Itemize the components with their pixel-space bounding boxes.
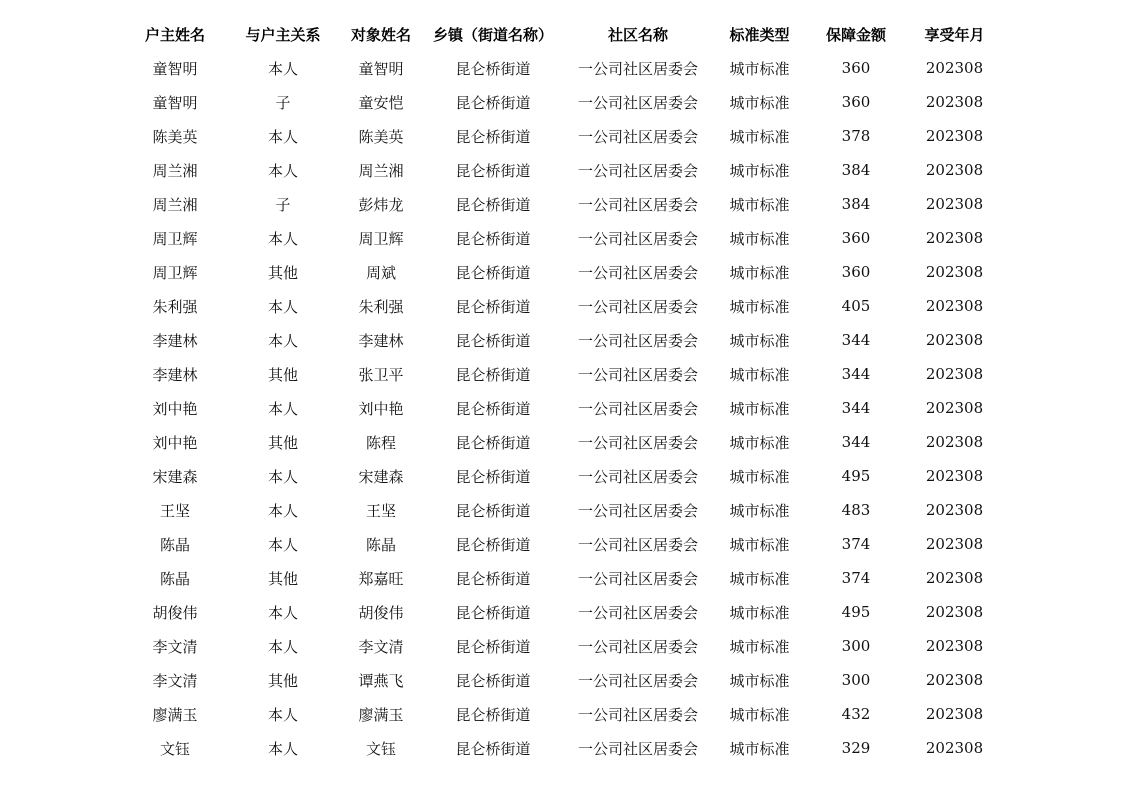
cell-community: 一公司社区居委会: [577, 603, 698, 622]
cell-relationship: 本人: [267, 705, 298, 724]
cell-recipient-name: 童智明: [358, 59, 404, 78]
table-row: [124, 255, 1004, 289]
cell-householder-name: 童智明: [152, 93, 198, 112]
cell-householder-name: 李建林: [152, 331, 198, 350]
cell-community: 一公司社区居委会: [577, 229, 698, 248]
header-row: [124, 17, 1004, 51]
cell-householder-name: 陈晶: [159, 535, 190, 554]
cell-amount: 378: [841, 127, 871, 145]
cell-recipient-name: 陈晶: [365, 535, 396, 554]
cell-recipient-name: 王坚: [365, 501, 396, 520]
cell-householder-name: 李建林: [152, 365, 198, 384]
cell-relationship: 本人: [267, 535, 298, 554]
table-row: [124, 391, 1004, 425]
cell-relationship: 本人: [267, 603, 298, 622]
cell-householder-name: 李文清: [152, 637, 198, 656]
cell-community: 一公司社区居委会: [577, 467, 698, 486]
cell-period: 202308: [925, 637, 984, 655]
header-amount: 保障金额: [825, 25, 886, 44]
cell-relationship: 本人: [267, 127, 298, 146]
cell-householder-name: 胡俊伟: [152, 603, 198, 622]
cell-standard-type: 城市标准: [729, 501, 790, 520]
cell-standard-type: 城市标准: [729, 569, 790, 588]
header-standard-type: 标准类型: [729, 25, 790, 44]
benefit-roster-table: [124, 17, 1004, 765]
cell-standard-type: 城市标准: [729, 433, 790, 452]
cell-standard-type: 城市标准: [729, 195, 790, 214]
cell-relationship: 其他: [267, 569, 298, 588]
cell-householder-name: 王坚: [159, 501, 190, 520]
cell-householder-name: 陈美英: [152, 127, 198, 146]
cell-relationship: 本人: [267, 297, 298, 316]
cell-period: 202308: [925, 365, 984, 383]
cell-relationship: 本人: [267, 229, 298, 248]
table-row: [124, 51, 1004, 85]
cell-community: 一公司社区居委会: [577, 671, 698, 690]
table-row: [124, 221, 1004, 255]
cell-community: 一公司社区居委会: [577, 93, 698, 112]
cell-standard-type: 城市标准: [729, 331, 790, 350]
cell-standard-type: 城市标准: [729, 161, 790, 180]
cell-township: 昆仑桥街道: [455, 365, 531, 384]
cell-community: 一公司社区居委会: [577, 161, 698, 180]
cell-householder-name: 朱利强: [152, 297, 198, 316]
cell-amount: 360: [841, 263, 871, 281]
cell-recipient-name: 廖满玉: [358, 705, 404, 724]
cell-community: 一公司社区居委会: [577, 569, 698, 588]
cell-recipient-name: 周兰湘: [358, 161, 404, 180]
cell-period: 202308: [925, 535, 984, 553]
cell-householder-name: 周卫辉: [152, 263, 198, 282]
cell-amount: 344: [841, 399, 871, 417]
cell-householder-name: 宋建森: [152, 467, 198, 486]
cell-recipient-name: 宋建森: [358, 467, 404, 486]
cell-standard-type: 城市标准: [729, 467, 790, 486]
cell-period: 202308: [925, 297, 984, 315]
cell-amount: 405: [841, 297, 871, 315]
cell-standard-type: 城市标准: [729, 671, 790, 690]
cell-relationship: 子: [275, 195, 291, 214]
cell-township: 昆仑桥街道: [455, 127, 531, 146]
cell-period: 202308: [925, 501, 984, 519]
cell-standard-type: 城市标准: [729, 365, 790, 384]
cell-recipient-name: 文钰: [365, 739, 396, 758]
cell-householder-name: 周兰湘: [152, 195, 198, 214]
table-row: [124, 663, 1004, 697]
cell-period: 202308: [925, 467, 984, 485]
cell-township: 昆仑桥街道: [455, 297, 531, 316]
cell-standard-type: 城市标准: [729, 263, 790, 282]
cell-amount: 360: [841, 229, 871, 247]
cell-township: 昆仑桥街道: [455, 535, 531, 554]
cell-relationship: 其他: [267, 671, 298, 690]
cell-amount: 432: [841, 705, 871, 723]
cell-township: 昆仑桥街道: [455, 467, 531, 486]
cell-standard-type: 城市标准: [729, 229, 790, 248]
cell-community: 一公司社区居委会: [577, 331, 698, 350]
table-row: [124, 629, 1004, 663]
cell-community: 一公司社区居委会: [577, 501, 698, 520]
cell-amount: 300: [841, 637, 871, 655]
cell-recipient-name: 李文清: [358, 637, 404, 656]
cell-householder-name: 童智明: [152, 59, 198, 78]
cell-amount: 495: [841, 467, 871, 485]
cell-township: 昆仑桥街道: [455, 93, 531, 112]
cell-community: 一公司社区居委会: [577, 365, 698, 384]
cell-township: 昆仑桥街道: [455, 399, 531, 418]
cell-amount: 384: [841, 161, 871, 179]
cell-recipient-name: 周卫辉: [358, 229, 404, 248]
table-row: [124, 493, 1004, 527]
cell-amount: 495: [841, 603, 871, 621]
cell-community: 一公司社区居委会: [577, 739, 698, 758]
cell-householder-name: 文钰: [159, 739, 190, 758]
cell-community: 一公司社区居委会: [577, 433, 698, 452]
table-row: [124, 697, 1004, 731]
cell-township: 昆仑桥街道: [455, 331, 531, 350]
header-relationship: 与户主关系: [245, 25, 321, 44]
table-row: [124, 153, 1004, 187]
cell-amount: 360: [841, 93, 871, 111]
header-recipient-name: 对象姓名: [350, 25, 411, 44]
cell-recipient-name: 李建林: [358, 331, 404, 350]
cell-standard-type: 城市标准: [729, 399, 790, 418]
cell-standard-type: 城市标准: [729, 705, 790, 724]
cell-township: 昆仑桥街道: [455, 229, 531, 248]
cell-householder-name: 周卫辉: [152, 229, 198, 248]
cell-recipient-name: 陈程: [365, 433, 396, 452]
cell-householder-name: 李文清: [152, 671, 198, 690]
cell-community: 一公司社区居委会: [577, 535, 698, 554]
cell-standard-type: 城市标准: [729, 603, 790, 622]
table-row: [124, 289, 1004, 323]
cell-amount: 344: [841, 433, 871, 451]
cell-householder-name: 周兰湘: [152, 161, 198, 180]
cell-householder-name: 廖满玉: [152, 705, 198, 724]
cell-community: 一公司社区居委会: [577, 637, 698, 656]
cell-township: 昆仑桥街道: [455, 603, 531, 622]
cell-community: 一公司社区居委会: [577, 705, 698, 724]
cell-recipient-name: 彭炜龙: [358, 195, 404, 214]
cell-period: 202308: [925, 59, 984, 77]
cell-period: 202308: [925, 127, 984, 145]
cell-recipient-name: 谭燕飞: [358, 671, 404, 690]
cell-township: 昆仑桥街道: [455, 501, 531, 520]
cell-relationship: 本人: [267, 739, 298, 758]
cell-standard-type: 城市标准: [729, 297, 790, 316]
cell-relationship: 其他: [267, 365, 298, 384]
cell-amount: 384: [841, 195, 871, 213]
cell-householder-name: 陈晶: [159, 569, 190, 588]
table-header: [124, 17, 1004, 51]
cell-relationship: 子: [275, 93, 291, 112]
cell-community: 一公司社区居委会: [577, 399, 698, 418]
cell-township: 昆仑桥街道: [455, 705, 531, 724]
table-row: [124, 187, 1004, 221]
cell-relationship: 本人: [267, 59, 298, 78]
cell-standard-type: 城市标准: [729, 93, 790, 112]
cell-period: 202308: [925, 705, 984, 723]
header-community: 社区名称: [607, 25, 668, 44]
cell-amount: 374: [841, 535, 871, 553]
cell-period: 202308: [925, 671, 984, 689]
cell-period: 202308: [925, 229, 984, 247]
cell-community: 一公司社区居委会: [577, 297, 698, 316]
cell-relationship: 其他: [267, 263, 298, 282]
table-row: [124, 425, 1004, 459]
cell-householder-name: 刘中艳: [152, 399, 198, 418]
cell-relationship: 本人: [267, 637, 298, 656]
cell-recipient-name: 胡俊伟: [358, 603, 404, 622]
cell-community: 一公司社区居委会: [577, 263, 698, 282]
cell-relationship: 本人: [267, 467, 298, 486]
cell-relationship: 本人: [267, 501, 298, 520]
cell-amount: 344: [841, 365, 871, 383]
table-row: [124, 731, 1004, 765]
cell-period: 202308: [925, 93, 984, 111]
table-body: [124, 51, 1004, 765]
cell-period: 202308: [925, 399, 984, 417]
table-row: [124, 85, 1004, 119]
cell-period: 202308: [925, 603, 984, 621]
cell-relationship: 本人: [267, 399, 298, 418]
cell-relationship: 本人: [267, 161, 298, 180]
header-township: 乡镇（街道名称）: [432, 25, 553, 44]
cell-period: 202308: [925, 161, 984, 179]
cell-amount: 329: [841, 739, 871, 757]
cell-township: 昆仑桥街道: [455, 637, 531, 656]
cell-township: 昆仑桥街道: [455, 263, 531, 282]
cell-standard-type: 城市标准: [729, 535, 790, 554]
cell-standard-type: 城市标准: [729, 739, 790, 758]
cell-period: 202308: [925, 569, 984, 587]
cell-recipient-name: 周斌: [365, 263, 396, 282]
table-row: [124, 323, 1004, 357]
cell-township: 昆仑桥街道: [455, 195, 531, 214]
cell-amount: 360: [841, 59, 871, 77]
cell-township: 昆仑桥街道: [455, 161, 531, 180]
cell-relationship: 其他: [267, 433, 298, 452]
table-row: [124, 459, 1004, 493]
cell-township: 昆仑桥街道: [455, 569, 531, 588]
cell-township: 昆仑桥街道: [455, 59, 531, 78]
cell-standard-type: 城市标准: [729, 127, 790, 146]
table-row: [124, 561, 1004, 595]
cell-township: 昆仑桥街道: [455, 739, 531, 758]
cell-community: 一公司社区居委会: [577, 59, 698, 78]
cell-period: 202308: [925, 739, 984, 757]
cell-relationship: 本人: [267, 331, 298, 350]
cell-community: 一公司社区居委会: [577, 127, 698, 146]
cell-recipient-name: 张卫平: [358, 365, 404, 384]
cell-amount: 300: [841, 671, 871, 689]
table-row: [124, 595, 1004, 629]
cell-householder-name: 刘中艳: [152, 433, 198, 452]
cell-amount: 374: [841, 569, 871, 587]
table-row: [124, 119, 1004, 153]
cell-period: 202308: [925, 433, 984, 451]
cell-recipient-name: 郑嘉旺: [358, 569, 404, 588]
header-householder-name: 户主姓名: [144, 25, 205, 44]
cell-period: 202308: [925, 263, 984, 281]
cell-recipient-name: 刘中艳: [358, 399, 404, 418]
cell-township: 昆仑桥街道: [455, 433, 531, 452]
cell-recipient-name: 朱利强: [358, 297, 404, 316]
cell-community: 一公司社区居委会: [577, 195, 698, 214]
cell-amount: 344: [841, 331, 871, 349]
cell-recipient-name: 陈美英: [358, 127, 404, 146]
cell-period: 202308: [925, 195, 984, 213]
cell-amount: 483: [841, 501, 871, 519]
cell-township: 昆仑桥街道: [455, 671, 531, 690]
cell-period: 202308: [925, 331, 984, 349]
table-row: [124, 527, 1004, 561]
table-row: [124, 357, 1004, 391]
cell-standard-type: 城市标准: [729, 637, 790, 656]
header-period: 享受年月: [924, 25, 985, 44]
cell-standard-type: 城市标准: [729, 59, 790, 78]
cell-recipient-name: 童安恺: [358, 93, 404, 112]
